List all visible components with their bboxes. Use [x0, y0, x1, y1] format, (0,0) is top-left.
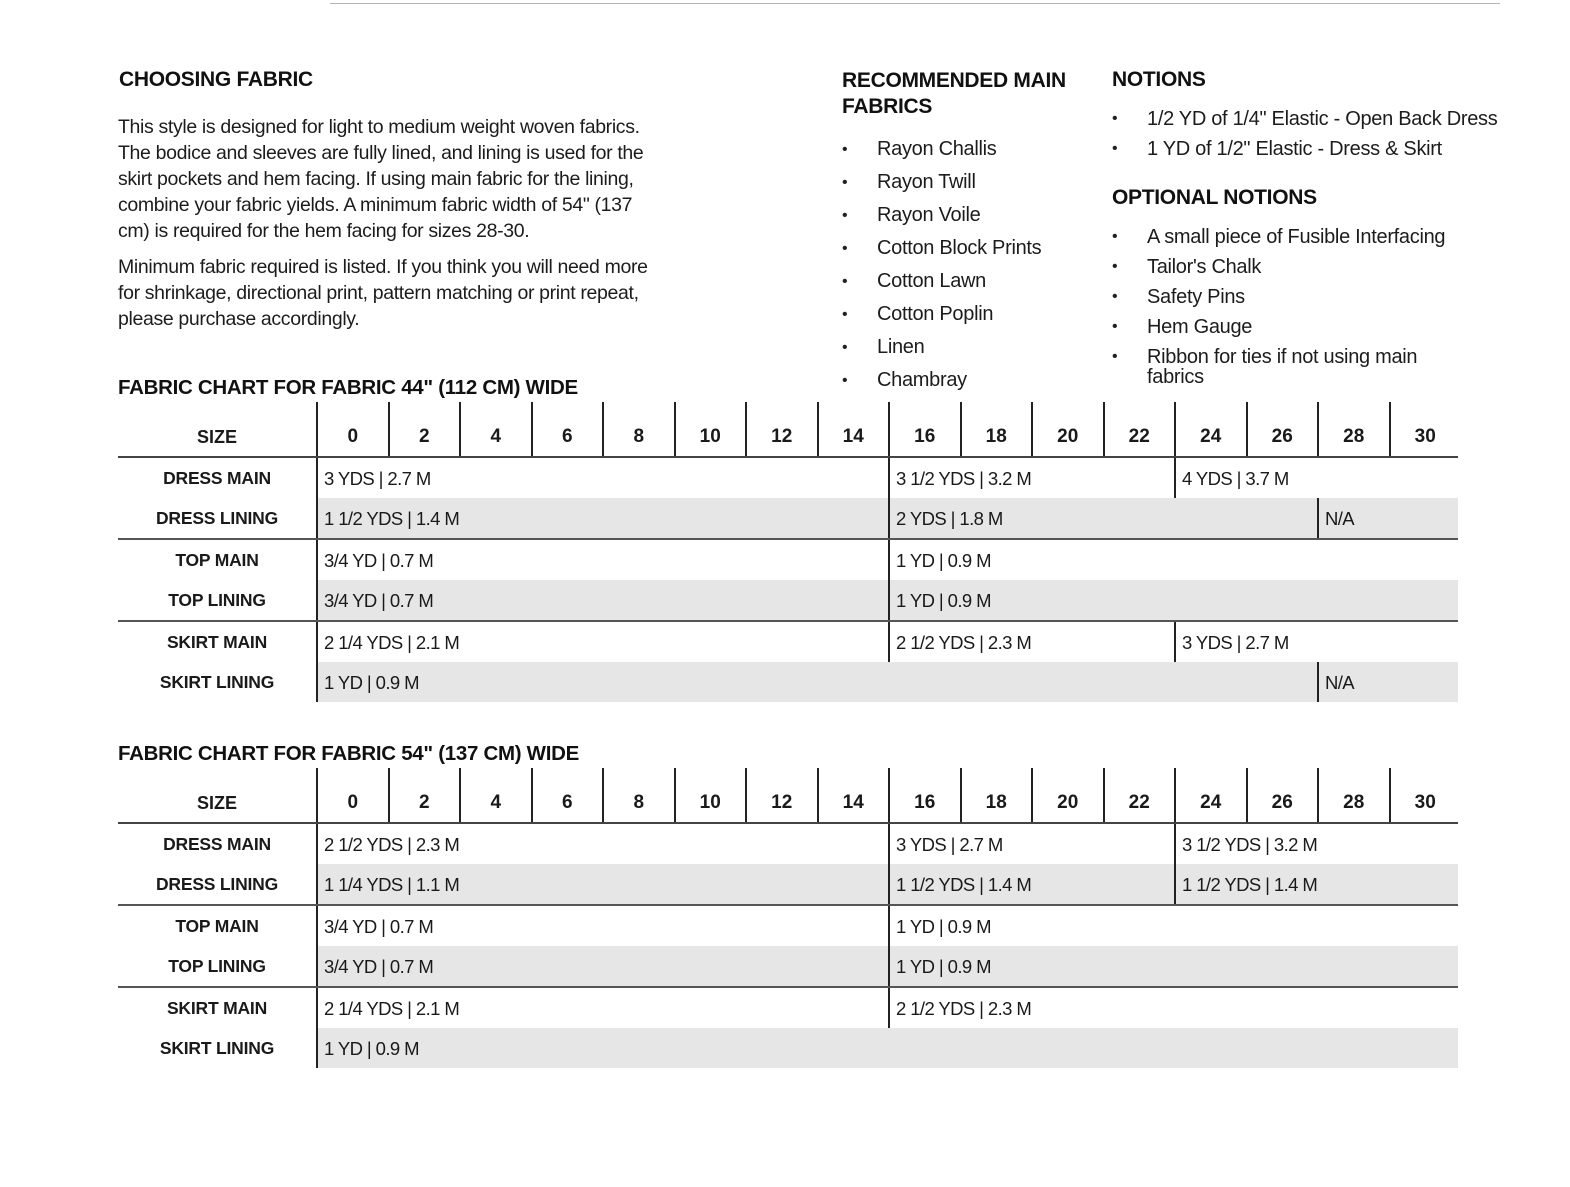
size-value: 0	[347, 792, 359, 813]
size-column-header	[817, 768, 889, 824]
yardage-cell: 1 YD | 0.9 M	[324, 672, 419, 693]
size-column-header	[1031, 402, 1103, 458]
row-label: DRESS MAIN	[163, 834, 271, 854]
size-value: 22	[1128, 792, 1150, 813]
size-value: 18	[985, 792, 1007, 813]
table-row	[118, 580, 1458, 620]
size-column-header	[316, 768, 388, 824]
yardage-cell: 2 YDS | 1.8 M	[888, 498, 1317, 538]
size-value: 10	[699, 426, 721, 447]
choosing-fabric-paragraph-1	[118, 114, 798, 244]
size-value: 14	[842, 426, 864, 447]
recommended-fabrics-heading	[842, 68, 1066, 120]
size-column-header	[602, 768, 674, 824]
size-value: 2	[418, 426, 430, 447]
size-value: 18	[985, 426, 1007, 447]
size-value: 16	[914, 426, 936, 447]
table-row	[118, 622, 1458, 662]
size-header-row	[118, 768, 1458, 824]
paragraph-line: for shrinkage, directional print, pattern matching or print repeat,	[118, 282, 639, 304]
size-value: 0	[347, 426, 359, 447]
yardage-cell: 2 1/2 YDS | 2.3 M	[324, 834, 460, 855]
row-label: TOP LINING	[168, 956, 266, 976]
yardage-cell: 2 1/2 YDS | 2.3 M	[888, 622, 1174, 662]
size-value: 6	[561, 792, 573, 813]
size-column-header	[1103, 402, 1175, 458]
paragraph-line: please purchase accordingly.	[118, 308, 360, 330]
size-value: 6	[561, 426, 573, 447]
table-row	[118, 824, 1458, 864]
chart-title: FABRIC CHART FOR FABRIC 44" (112 CM) WIDE	[118, 376, 578, 399]
table-row	[118, 498, 1458, 538]
list-item: • Rayon Twill	[842, 166, 1092, 199]
yardage-cell: 3/4 YD | 0.7 M	[324, 916, 434, 937]
size-value: 14	[842, 792, 864, 813]
top-page-rule	[330, 0, 1500, 4]
list-item: • Chambray	[842, 364, 1092, 397]
list-item: • Safety Pins	[1112, 282, 1512, 312]
size-column-header	[960, 768, 1032, 824]
paragraph-line: skirt pockets and hem facing. If using main fabric for the lining,	[118, 168, 634, 190]
size-column-header	[745, 402, 817, 458]
fabric-chart-44	[118, 376, 1458, 702]
size-value: 28	[1343, 792, 1365, 813]
yardage-cell: 3 YDS | 2.7 M	[1174, 622, 1460, 662]
yardage-cell: 3/4 YD | 0.7 M	[324, 590, 434, 611]
chart-title: FABRIC CHART FOR FABRIC 54" (137 CM) WIDE	[118, 742, 579, 765]
row-label: DRESS LINING	[155, 508, 279, 528]
yardage-cell: 3 YDS | 2.7 M	[888, 824, 1174, 864]
table-row	[118, 458, 1458, 498]
size-value: 4	[490, 792, 502, 813]
size-value: 10	[699, 792, 721, 813]
size-column-header	[602, 402, 674, 458]
row-label: SKIRT MAIN	[166, 632, 268, 652]
choosing-fabric-paragraph-2	[118, 254, 798, 332]
size-value: 26	[1271, 792, 1293, 813]
size-column-header	[388, 768, 460, 824]
yardage-cell: 3 YDS | 2.7 M	[324, 468, 431, 489]
yardage-cell: 1 YD | 0.9 M	[888, 580, 1460, 620]
size-column-header	[1317, 402, 1389, 458]
size-column-header	[1174, 402, 1246, 458]
size-column-header	[888, 402, 960, 458]
yardage-cell: 2 1/2 YDS | 2.3 M	[888, 988, 1460, 1028]
size-value: 12	[771, 426, 793, 447]
row-label: SKIRT LINING	[159, 1038, 275, 1058]
size-value: 2	[418, 792, 430, 813]
size-column-header	[888, 768, 960, 824]
paragraph-line: Minimum fabric required is listed. If you think you will need more	[118, 256, 648, 278]
heading-line: RECOMMENDED MAIN	[842, 69, 1066, 92]
yardage-cell: 1 YD | 0.9 M	[888, 540, 1460, 580]
notions-list	[1112, 104, 1562, 164]
paragraph-line: The bodice and sleeves are fully lined, and lining is used for the	[118, 142, 644, 164]
size-column-header	[531, 768, 603, 824]
size-column-header	[531, 402, 603, 458]
size-value: 8	[633, 792, 645, 813]
yardage-cell: 3/4 YD | 0.7 M	[324, 550, 434, 571]
size-column-header	[316, 402, 388, 458]
size-value: 30	[1414, 792, 1436, 813]
yardage-cell: 1 1/2 YDS | 1.4 M	[324, 508, 460, 529]
size-value: 4	[490, 426, 502, 447]
yardage-cell: 1 YD | 0.9 M	[888, 906, 1460, 946]
size-label: SIZE	[196, 793, 237, 813]
size-column-header	[1246, 768, 1318, 824]
list-item: • Cotton Poplin	[842, 298, 1092, 331]
heading-line: FABRICS	[842, 95, 933, 118]
list-item: • Rayon Challis	[842, 133, 1092, 166]
size-column-header	[459, 402, 531, 458]
yardage-cell: 1 1/2 YDS | 1.4 M	[1174, 864, 1460, 904]
size-column-header	[1317, 768, 1389, 824]
yardage-cell: 1 YD | 0.9 M	[324, 1038, 419, 1059]
size-column-header	[459, 768, 531, 824]
row-label: DRESS MAIN	[163, 468, 271, 488]
yardage-cell: 2 1/4 YDS | 2.1 M	[324, 632, 460, 653]
size-column-header	[1103, 768, 1175, 824]
size-value: 26	[1271, 426, 1293, 447]
yardage-cell: 4 YDS | 3.7 M	[1174, 458, 1460, 498]
row-label: SKIRT LINING	[159, 672, 275, 692]
size-value: 30	[1414, 426, 1436, 447]
size-value: 20	[1057, 792, 1079, 813]
yardage-cell: 3/4 YD | 0.7 M	[324, 956, 434, 977]
size-column-header	[1174, 768, 1246, 824]
paragraph-line: This style is designed for light to medium weight woven fabrics.	[118, 116, 640, 138]
size-column-header	[1389, 768, 1461, 824]
table-row	[118, 662, 1458, 702]
table-row	[118, 864, 1458, 904]
size-value: 24	[1200, 426, 1222, 447]
list-item: • 1 YD of 1/2" Elastic - Dress & Skirt	[1112, 134, 1562, 164]
yardage-cell: N/A	[1317, 498, 1460, 538]
row-label: SKIRT MAIN	[166, 998, 268, 1018]
size-value: 8	[633, 426, 645, 447]
yardage-cell: N/A	[1317, 662, 1460, 702]
paragraph-line: combine your fabric yields. A minimum fabric width of 54" (137	[118, 194, 633, 216]
size-value: 22	[1128, 426, 1150, 447]
size-column-header	[674, 402, 746, 458]
list-item: • Linen	[842, 331, 1092, 364]
recommended-fabrics-list	[842, 133, 1092, 397]
table-row	[118, 988, 1458, 1028]
choosing-fabric-heading: CHOOSING FABRIC	[119, 68, 313, 91]
list-item: • 1/2 YD of 1/4" Elastic - Open Back Dress	[1112, 104, 1562, 134]
row-label: TOP LINING	[168, 590, 266, 610]
list-item: • A small piece of Fusible Interfacing	[1112, 222, 1512, 252]
fabric-chart-54	[118, 742, 1458, 1068]
size-value: 12	[771, 792, 793, 813]
size-value: 16	[914, 792, 936, 813]
notions-heading: NOTIONS	[1112, 68, 1206, 91]
list-item: • Cotton Lawn	[842, 265, 1092, 298]
table-row	[118, 1028, 1458, 1068]
yardage-cell: 3 1/2 YDS | 3.2 M	[1174, 824, 1460, 864]
table-row	[118, 906, 1458, 946]
list-item: • Tailor's Chalk	[1112, 252, 1512, 282]
chart-body	[118, 458, 1458, 702]
size-column-header	[960, 402, 1032, 458]
size-column-header	[1389, 402, 1461, 458]
paragraph-line: cm) is required for the hem facing for sizes 28-30.	[118, 220, 530, 242]
size-column-header	[745, 768, 817, 824]
yardage-cell: 1 YD | 0.9 M	[888, 946, 1460, 986]
size-column-header	[1246, 402, 1318, 458]
size-label: SIZE	[196, 427, 237, 447]
yardage-cell: 1 1/2 YDS | 1.4 M	[888, 864, 1174, 904]
row-label: TOP MAIN	[175, 550, 259, 570]
chart-body	[118, 824, 1458, 1068]
size-value: 28	[1343, 426, 1365, 447]
optional-notions-list	[1112, 222, 1512, 388]
size-column-header	[1031, 768, 1103, 824]
size-header-row	[118, 402, 1458, 458]
size-value: 24	[1200, 792, 1222, 813]
yardage-cell: 2 1/4 YDS | 2.1 M	[324, 998, 460, 1019]
table-row	[118, 540, 1458, 580]
row-label: DRESS LINING	[155, 874, 279, 894]
yardage-cell: 3 1/2 YDS | 3.2 M	[888, 458, 1174, 498]
list-item: • Cotton Block Prints	[842, 232, 1092, 265]
row-label: TOP MAIN	[175, 916, 259, 936]
table-row	[118, 946, 1458, 986]
list-item: • Ribbon for ties if not using main fabrics	[1112, 342, 1472, 382]
list-item: • Rayon Voile	[842, 199, 1092, 232]
size-value: 20	[1057, 426, 1079, 447]
list-item: • Hem Gauge	[1112, 312, 1512, 342]
optional-notions-heading: OPTIONAL NOTIONS	[1112, 186, 1317, 209]
yardage-cell: 1 1/4 YDS | 1.1 M	[324, 874, 460, 895]
size-column-header	[674, 768, 746, 824]
size-column-header	[388, 402, 460, 458]
size-column-header	[817, 402, 889, 458]
